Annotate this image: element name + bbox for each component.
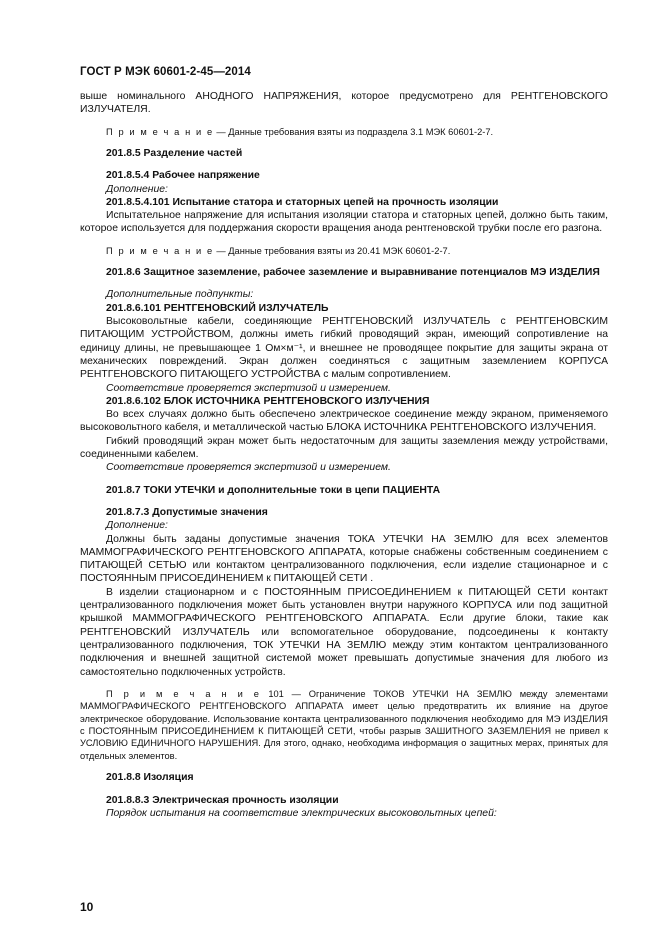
- note-text: — Данные требования взяты из 20.41 МЭК 60601-2-7.: [213, 245, 451, 256]
- paragraph: Высоковольтные кабели, соединяющие РЕНТГЕНОВСКИЙ ИЗЛУЧАТЕЛЬ с РЕНТГЕНОВСКИМ ПИТАЮЩИМ УСТРОЙСТВОМ, должны иметь гибкий проводящий экран, имеющий сопротивление на единицу длины, не превышающее 1 Ом×м⁻¹, и внешнее не проводящее покрытие для защиты экрана от механических повреждений. Экран должен соединяться с защитным заземлением КОРПУСА РЕНТГЕНОВСКОГО ПИТАЮЩЕГО УСТРОЙСТВА с малым сопротивлением.: [80, 316, 608, 381]
- italic-line: Дополнение:: [106, 520, 168, 532]
- section-heading: 201.8.6.102 БЛОК ИСТОЧНИКА РЕНТГЕНОВСКОГО ИЗЛУЧЕНИЯ: [106, 395, 430, 407]
- section-heading: 201.8.7 ТОКИ УТЕЧКИ и дополнительные токи в цепи ПАЦИЕНТА: [106, 484, 441, 496]
- page-content: [80, 90, 608, 820]
- page-header: ГОСТ Р МЭК 60601-2-45—2014: [80, 66, 251, 78]
- section-heading: 201.8.5 Разделение частей: [106, 148, 243, 159]
- section-heading: 201.8.8 Изоляция: [106, 772, 194, 784]
- note-label: П р и м е ч а н и е: [106, 688, 261, 699]
- italic-line: Дополнительные подпункты:: [106, 289, 254, 301]
- italic-line: Соответствие проверяется экспертизой и измерением.: [106, 462, 391, 474]
- italic-line: Соответствие проверяется экспертизой и измерением.: [106, 382, 391, 394]
- paragraph: В изделии стационарном и с ПОСТОЯННЫМ ПРИСОЕДИНЕНИЕМ к ПИТАЮЩЕЙ СЕТИ контакт централизованного подключения может быть установлен внутри наружного КОРПУСА или под защитной крышкой МАММОГРАФИЧЕСКОГО РЕНТГЕНОВСКОГО АППАРАТА. Если другие блоки, такие как РЕНТГЕНОВСКИЙ ИЗЛУЧАТЕЛЬ или вспомогательное оборудование, подсоединены к контакту централизованного подключения, ТОК УТЕЧКИ НА ЗЕМЛЮ между этим контактом централизованного подключения и внешней защитной системой может превышать допустимые значения для любого из самостоятельно подключенных устройств.: [80, 586, 608, 678]
- section-heading: 201.8.6.101 РЕНТГЕНОВСКИЙ ИЗЛУЧАТЕЛЬ: [106, 302, 329, 314]
- section-heading: 201.8.7.3 Допустимые значения: [106, 506, 268, 518]
- note-label: П р и м е ч а н и е: [106, 245, 214, 256]
- note: [80, 688, 608, 762]
- paragraph: выше номинального АНОДНОГО НАПРЯЖЕНИЯ, которое предусмотрено для РЕНТГЕНОВСКОГО ИЗЛУЧАТЕЛЯ.: [80, 91, 608, 116]
- paragraph: Гибкий проводящий экран может быть недостаточным для защиты заземления между устройствами, соединенными кабелем.: [80, 435, 608, 461]
- section-heading: 201.8.8.3 Электрическая прочность изоляции: [106, 794, 339, 806]
- note-text: 101 — Ограничение ТОКОВ УТЕЧКИ НА ЗЕМЛЮ между элементами МАММОГРАФИЧЕСКОГО РЕНТГЕНОВСКОГО АППАРАТА имеет целью предотвратить их влияние на другое электрическое оборудование. Использование контакта централизованного подключения необходимо для МЭ ИЗДЕЛИЯ с ПОСТОЯННЫМ ПРИСОЕДИНЕНИЕМ К ПИТАЮЩЕЙ СЕТИ, чтобы разрыв ЗАШИТНОГО ЗАЗЕМЛЕНИЯ не привел к УСЛОВИЮ ЕДИНИЧНОГО НАРУШЕНИЯ. Для этого, однако, необходима информация о защитных мерах, принятых для отдельных элементов.: [80, 688, 608, 761]
- section-heading: 201.8.5.4.101 Испытание статора и статорных цепей на прочность изоляции: [106, 196, 499, 208]
- paragraph: Испытательное напряжение для испытания изоляции статора и статорных цепей, должно быть таким, которое используется для поддержания скорости вращения анода рентгеновской трубки после его разгона.: [80, 210, 608, 235]
- italic-line: Дополнение:: [106, 183, 168, 195]
- note-label: П р и м е ч а н и е: [106, 126, 214, 137]
- italic-line: Порядок испытания на соответствие электрических высоковольтных цепей:: [106, 807, 497, 819]
- section-heading: 201.8.5.4 Рабочее напряжение: [106, 170, 260, 182]
- section-heading: 201.8.6 Защитное заземление, рабочее заземление и выравнивание потенциалов МЭ ИЗДЕЛИЯ: [106, 267, 600, 279]
- note-text: — Данные требования взяты из подраздела 3.1 МЭК 60601-2-7.: [213, 126, 494, 137]
- paragraph: Должны быть заданы допустимые значения ТОКА УТЕЧКИ НА ЗЕМЛЮ для всех элементов МАММОГРАФИЧЕСКОГО РЕНТГЕНОВСКОГО АППАРАТА, которые снабжены собственным соединением с ПИТАЮЩЕЙ СЕТЬЮ или контактом централизованного подключения, если изделие стационарное и с ПОСТОЯННЫМ ПРИСОЕДИНЕНИЕМ к ПИТАЮЩЕЙ СЕТИ .: [80, 533, 608, 585]
- note: [80, 245, 608, 257]
- page-number: 10: [80, 900, 94, 914]
- note: [80, 126, 608, 138]
- paragraph: Во всех случаях должно быть обеспечено электрическое соединение между экраном, применяемого высоковольтного кабеля, и металлической частью БЛОКА ИСТОЧНИКА РЕНТГЕНОВСКОГО ИЗЛУЧЕНИЯ.: [80, 409, 608, 434]
